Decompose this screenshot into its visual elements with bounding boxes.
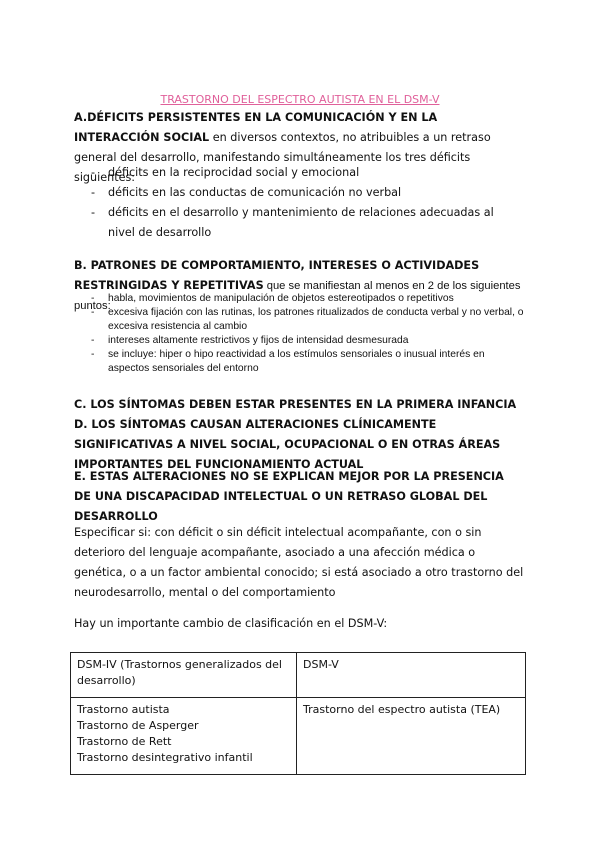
specify-paragraph: Especificar si: con déficit o sin déficit intelectual acompañante, con o sin deterioro del lenguaje acompañante, asociado a una afección médica o genética, o a un factor ambiental conocido; si está asociado a otro trastorno del neurodesarrollo, mental o del comportamiento xyxy=(74,526,524,599)
section-a-list xyxy=(74,163,524,243)
list-item: - excesiva fijación con las rutinas, los patrones ritualizados de conducta verbal y no verbal, o excesiva resistencia al cambio xyxy=(74,306,524,334)
list-item: - déficits en el desarrollo y mantenimiento de relaciones adecuadas al nivel de desarrollo xyxy=(74,203,524,243)
dsm-iv-item: Trastorno de Asperger xyxy=(77,719,199,732)
dsm-iv-item: Trastorno autista xyxy=(77,703,170,716)
table-row xyxy=(71,698,526,775)
section-b-list xyxy=(74,292,524,376)
table-header-dsm-iv: DSM-IV (Trastornos generalizados del desarrollo) xyxy=(71,653,297,698)
section-b-text: que se manifiestan al menos en 2 de los siguientes puntos: xyxy=(74,280,521,312)
list-item: - se incluye: hiper o hipo reactividad a los estímulos sensoriales o inusual interés en aspectos sensoriales del entorno xyxy=(74,348,524,376)
table-row xyxy=(71,653,526,698)
page-title: TRASTORNO DEL ESPECTRO AUTISTA EN EL DSM-V xyxy=(160,93,440,106)
list-item: - déficits en las conductas de comunicación no verbal xyxy=(74,183,524,203)
section-e: E. ESTAS ALTERACIONES NO SE EXPLICAN MEJOR POR LA PRESENCIA DE UNA DISCAPACIDAD INTELECTUAL O UN RETRASO GLOBAL DEL DESARROLLO xyxy=(74,470,504,523)
table-header-dsm-v: DSM-V xyxy=(297,653,526,698)
list-item: - habla, movimientos de manipulación de objetos estereotipados o repetitivos xyxy=(74,292,524,306)
list-item: - intereses altamente restrictivos y fijos de intensidad desmesurada xyxy=(74,334,524,348)
dsm-iv-cell xyxy=(71,698,297,775)
section-a-text: en diversos contextos, no atribuibles a un retraso general del desarrollo, manifestando simultáneamente los tres déficits siguientes: xyxy=(74,131,491,184)
section-a-heading: A.DÉFICITS PERSISTENTES EN LA COMUNICACIÓN Y EN LA INTERACCIÓN SOCIAL xyxy=(74,111,438,144)
list-item: - déficits en la reciprocidad social y emocional xyxy=(74,163,524,183)
section-c: C. LOS SÍNTOMAS DEBEN ESTAR PRESENTES EN LA PRIMERA INFANCIA xyxy=(74,398,517,411)
section-d: D. LOS SÍNTOMAS CAUSAN ALTERACIONES CLÍNICAMENTE SIGNIFICATIVAS A NIVEL SOCIAL, OCUPACIONAL O EN OTRAS ÁREAS IMPORTANTES DEL FUNCIONAMIENTO ACTUAL xyxy=(74,418,501,471)
dsm-iv-item: Trastorno de Rett xyxy=(77,735,172,748)
classification-table xyxy=(70,652,526,775)
section-b-heading: B. PATRONES DE COMPORTAMIENTO, INTERESES O ACTIVIDADES RESTRINGIDAS Y REPETITIVAS xyxy=(74,259,480,292)
dsm-iv-item: Trastorno desintegrativo infantil xyxy=(77,751,253,764)
dsm-v-cell: Trastorno del espectro autista (TEA) xyxy=(297,698,526,775)
classification-note: Hay un importante cambio de clasificación en el DSM-V: xyxy=(74,617,388,630)
